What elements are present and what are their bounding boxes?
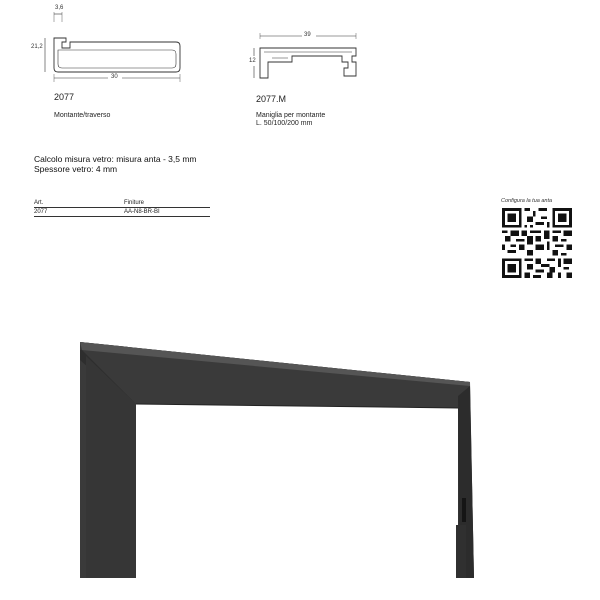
profile-2077m-description-line2: L. 50/100/200 mm — [256, 120, 313, 127]
profile-2077-dim-left: 21,2 — [31, 44, 43, 50]
profile-2077m-code: 2077.M — [256, 94, 287, 104]
glass-thickness-line: Spessore vetro: 4 mm — [34, 164, 118, 174]
profile-2077-description: Montante/traverso — [54, 112, 111, 119]
profile-2077-code: 2077 — [54, 92, 75, 102]
table-cell-art: 2077 — [34, 209, 48, 215]
glass-calc-line: Calcolo misura vetro: misura anta - 3,5 mm — [34, 154, 197, 164]
profile-2077m-description-line1: Maniglia per montante — [256, 112, 326, 119]
profile-2077m-dim-height: 12 — [249, 58, 256, 64]
profile-2077-dim-width: 30 — [111, 74, 118, 80]
table-header-finishes: Finiture — [124, 200, 145, 206]
qr-caption: Configura la tua anta — [501, 198, 553, 204]
profile-2077-dim-top: 3,6 — [55, 5, 64, 11]
profile-2077m-dim-width: 39 — [304, 32, 311, 38]
table-cell-finishes: AA-N8-BR-BI — [124, 209, 160, 215]
table-header-art: Art. — [34, 200, 44, 206]
